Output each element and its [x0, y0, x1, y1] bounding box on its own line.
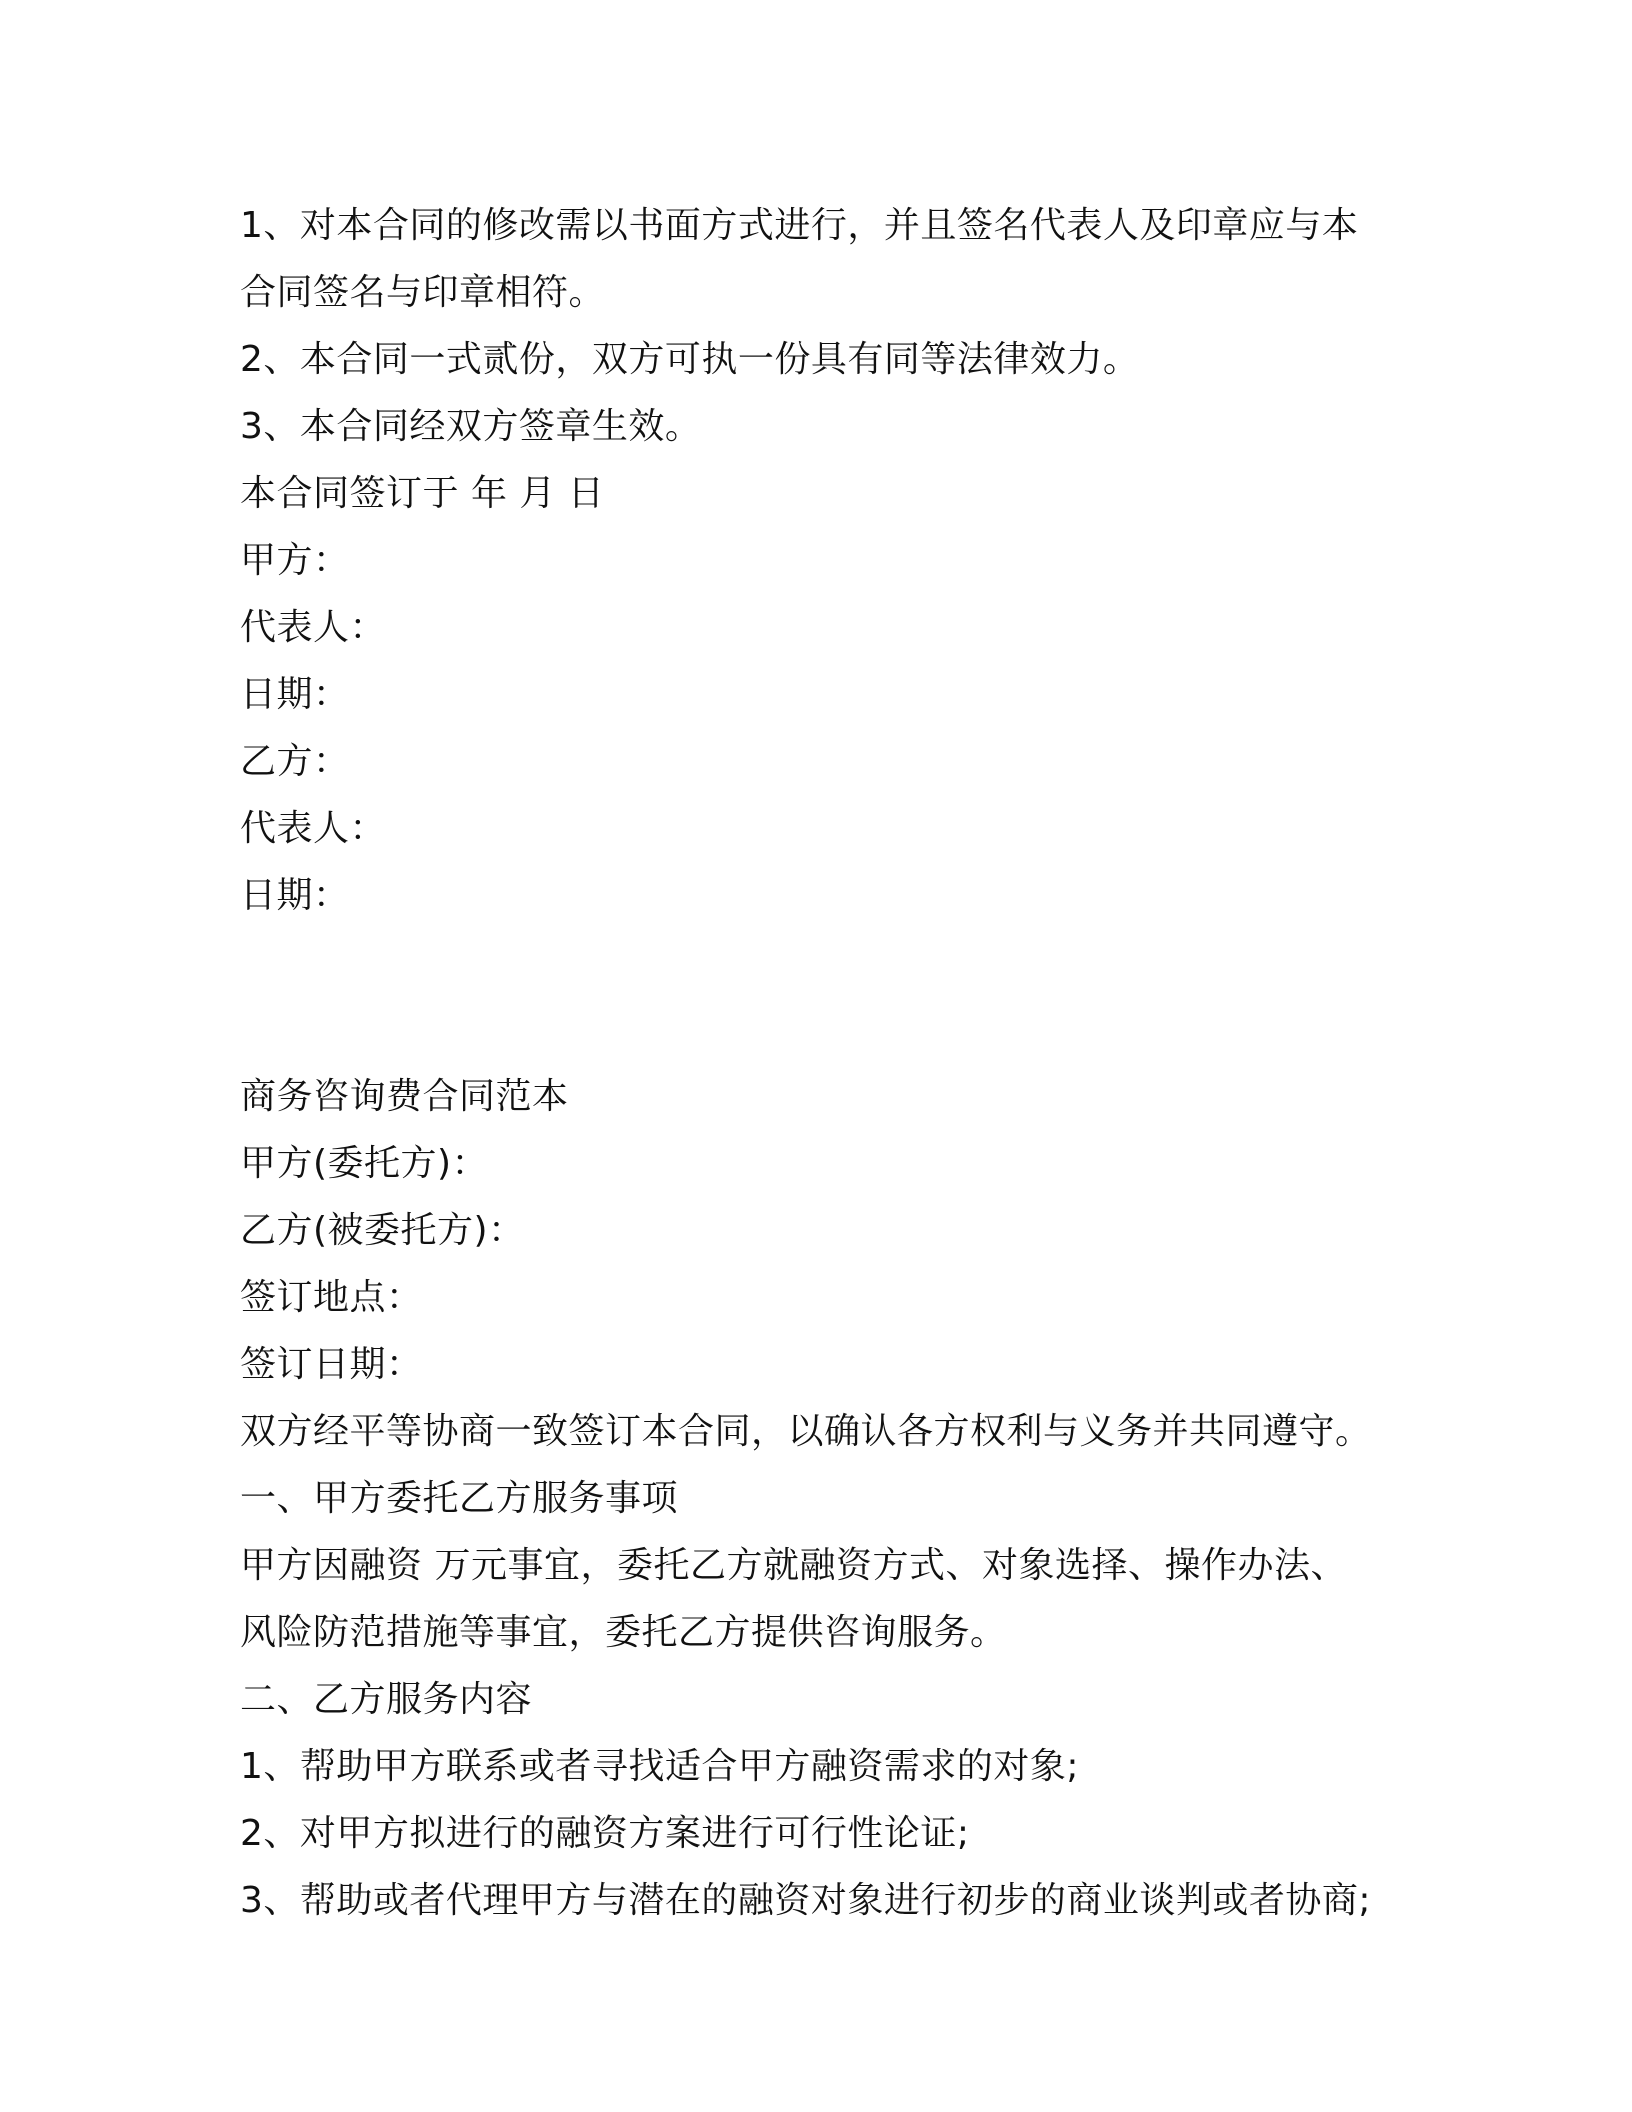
section-spacer — [240, 929, 1420, 1063]
entrusted-matters-line-1: 甲方因融资 万元事宜，委托乙方就融资方式、对象选择、操作办法、 — [240, 1545, 1347, 1586]
clause-2: 2、本合同一式贰份，双方可执一份具有同等法律效力。 — [240, 339, 1140, 380]
party-b-date-label: 日期： — [240, 875, 350, 916]
service-item-1: 1、帮助甲方联系或者寻找适合甲方融资需求的对象; — [240, 1746, 1080, 1787]
party-a-representative-label: 代表人： — [240, 607, 387, 648]
preamble: 双方经平等协商一致签订本合同，以确认各方权利与义务并共同遵守。 — [240, 1411, 1372, 1452]
signing-date-line: 本合同签订于 年 月 日 — [240, 473, 605, 514]
service-item-3: 3、帮助或者代理甲方与潜在的融资对象进行初步的商业谈判或者协商; — [240, 1880, 1372, 1921]
signing-date-label: 签订日期： — [240, 1344, 423, 1385]
party-b-label: 乙方： — [240, 741, 350, 782]
party-b-representative-label: 代表人： — [240, 808, 387, 849]
document-body — [240, 192, 1420, 1934]
client-party-label: 甲方(委托方)： — [240, 1143, 489, 1184]
signing-location-label: 签订地点： — [240, 1277, 423, 1318]
entrusted-matters-line-2: 风险防范措施等事宜，委托乙方提供咨询服务。 — [240, 1612, 1007, 1653]
heading-entrusted-matters: 一、甲方委托乙方服务事项 — [240, 1478, 679, 1519]
consulting-contract-section — [240, 1063, 1420, 1934]
clause-1-line-2: 合同签名与印章相符。 — [240, 272, 606, 313]
contract-title: 商务咨询费合同范本 — [240, 1076, 569, 1117]
heading-service-content: 二、乙方服务内容 — [240, 1679, 533, 1720]
clause-1-line-1: 1、对本合同的修改需以书面方式进行，并且签名代表人及印章应与本 — [240, 205, 1359, 246]
consultant-party-label: 乙方(被委托方)： — [240, 1210, 525, 1251]
party-a-date-label: 日期： — [240, 674, 350, 715]
party-a-label: 甲方： — [240, 540, 350, 581]
clause-3: 3、本合同经双方签章生效。 — [240, 406, 702, 447]
service-item-2: 2、对甲方拟进行的融资方案进行可行性论证; — [240, 1813, 970, 1854]
contract-terms-section — [240, 192, 1420, 929]
